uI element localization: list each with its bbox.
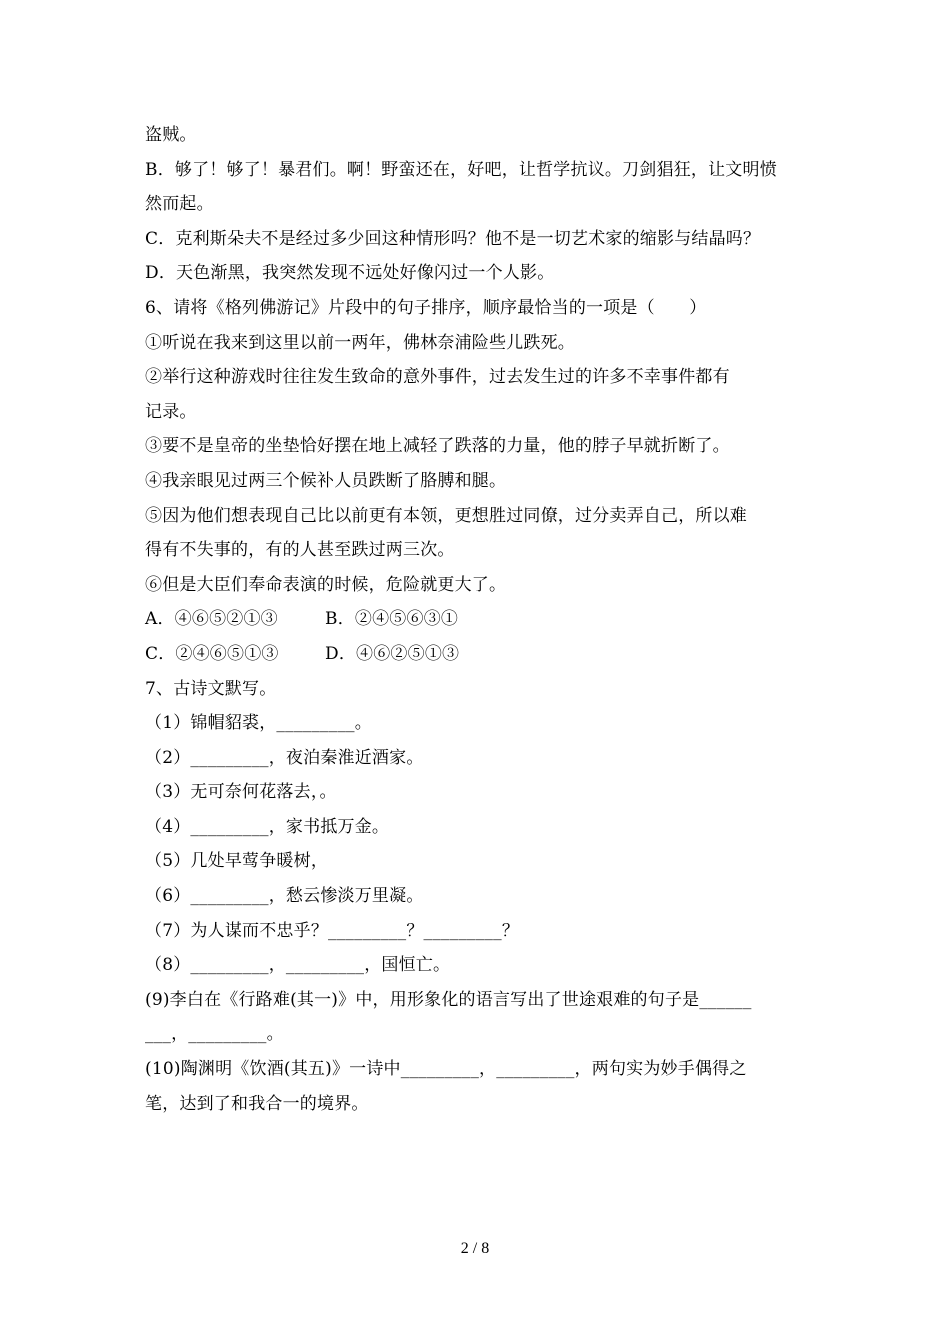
- option-d: D．④⑥②⑤①③: [325, 643, 460, 664]
- sentence-6: ⑥但是大臣们奉命表演的时候，危险就更大了。: [145, 574, 507, 595]
- option-c: C．②④⑥⑤①③: [145, 643, 279, 664]
- poem-item-4: （4）_________，家书抵万金。: [145, 816, 390, 837]
- poem-item-9-cont: ___，_________。: [145, 1024, 284, 1045]
- sentence-1: ①听说在我来到这里以前一两年，佛林奈浦险些儿跌死。: [145, 332, 575, 353]
- sentence-5: ⑤因为他们想表现自己比以前更有本领，更想胜过同僚，过分卖弄自己，所以难: [145, 505, 747, 526]
- sentence-2-cont: 记录。: [145, 401, 197, 422]
- sentence-3: ③要不是皇帝的坐垫恰好摆在地上减轻了跌落的力量，他的脖子早就折断了。: [145, 436, 730, 457]
- poem-item-5: （5）几处早莺争暖树，: [145, 851, 329, 872]
- option-a: A．④⑥⑤②①③: [145, 609, 278, 630]
- text-line: D．天色渐黑，我突然发现不远处好像闪过一个人影。: [145, 263, 555, 284]
- question-7-stem: 7、古诗文默写。: [145, 678, 277, 699]
- poem-item-3: （3）无可奈何花落去，。: [145, 782, 337, 803]
- poem-item-8: （8）_________，_________，国恒亡。: [145, 955, 451, 976]
- poem-item-10-cont: 笔，达到了和我合一的境界。: [145, 1093, 369, 1114]
- poem-item-9: (9)李白在《行路难(其一)》中，用形象化的语言写出了世途艰难的句子是______: [145, 989, 752, 1010]
- page-content: [145, 118, 815, 1121]
- question-6-stem: 6、请将《格列佛游记》片段中的句子排序，顺序最恰当的一项是（ ）: [145, 297, 707, 318]
- poem-item-1: （1）锦帽貂裘，_________。: [145, 713, 372, 734]
- options-row-2: [145, 637, 815, 672]
- options-row-1: [145, 602, 815, 637]
- poem-item-6: （6）_________，愁云惨淡万里凝。: [145, 886, 424, 907]
- text-line: 然而起。: [145, 194, 214, 215]
- sentence-2: ②举行这种游戏时往往发生致命的意外事件，过去发生过的许多不幸事件都有: [145, 367, 730, 388]
- poem-item-2: （2）_________，夜泊秦淮近酒家。: [145, 747, 424, 768]
- poem-item-7: （7）为人谋而不忠乎？_________？_________？: [145, 920, 520, 941]
- text-line: C．克利斯朵夫不是经过多少回这种情形吗？他不是一切艺术家的缩影与结晶吗？: [145, 228, 761, 249]
- page-number: 2 / 8: [460, 1240, 490, 1257]
- sentence-5-cont: 得有不失事的，有的人甚至跌过两三次。: [145, 540, 455, 561]
- text-line: B．够了！够了！暴君们。啊！野蛮还在，好吧，让哲学抗议。刀剑猖狂，让文明愤: [145, 159, 777, 180]
- sentence-4: ④我亲眼见过两三个候补人员跌断了胳膊和腿。: [145, 470, 507, 491]
- poem-item-10: (10)陶渊明《饮酒(其五)》一诗中_________，_________，两句实为妙手偶得之: [145, 1059, 747, 1080]
- text-line: 盗贼。: [145, 125, 197, 145]
- option-b: B．②④⑤⑥③①: [325, 609, 459, 630]
